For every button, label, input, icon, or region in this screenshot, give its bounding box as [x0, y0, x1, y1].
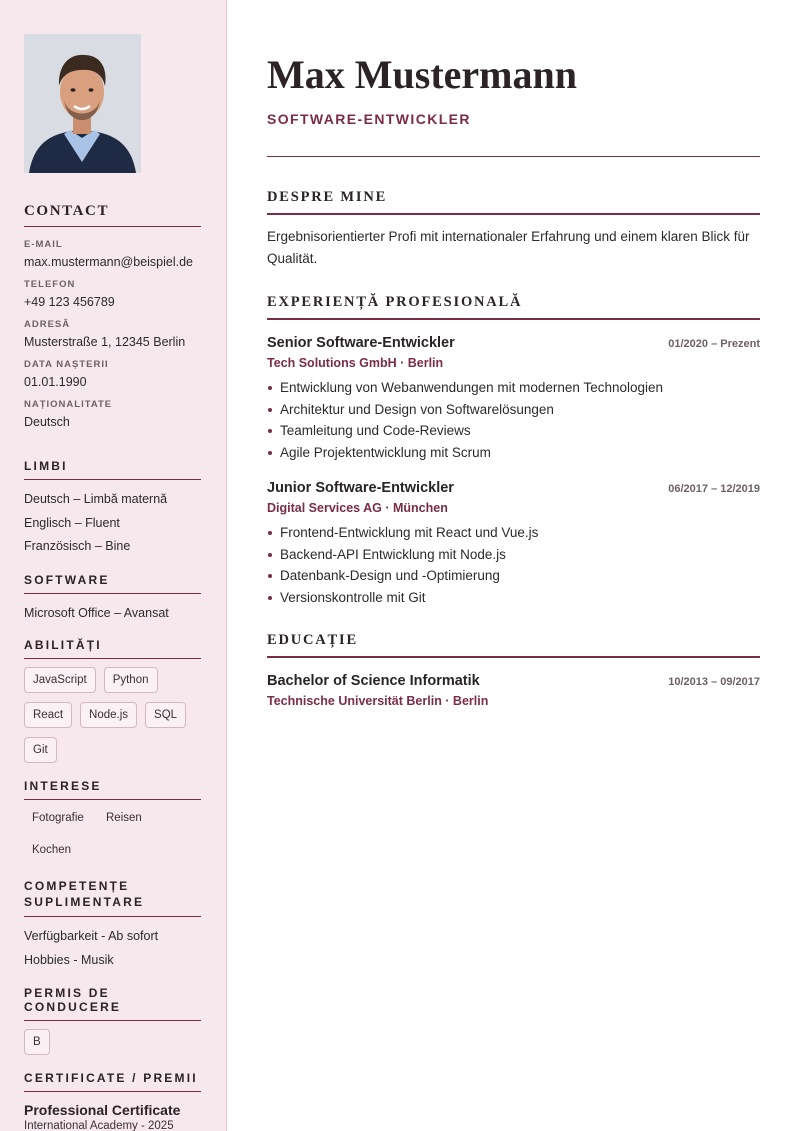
contact-birthdate: [24, 359, 201, 390]
education-header: [267, 673, 760, 689]
extra-skills-list: [24, 925, 201, 972]
person-name: Max Mustermann: [267, 52, 577, 97]
contact-heading: CONTACT: [24, 203, 201, 227]
extra-skills-section: [24, 878, 201, 972]
job-date: 06/2017 – 12/2019: [668, 483, 760, 495]
education-entry: [267, 673, 760, 708]
education-section: [267, 632, 760, 708]
certificates-heading: CERTIFICATE / PREMII: [24, 1071, 201, 1092]
about-section: [267, 189, 760, 269]
contact-section: [24, 203, 201, 430]
language-item: Deutsch – Limbă maternă: [24, 492, 168, 506]
address-value: Musterstraße 1, 12345 Berlin: [24, 335, 186, 349]
contact-label: E-MAIL: [24, 239, 63, 250]
profile-photo-image: [24, 34, 141, 173]
contact-label: ADRESĂ: [24, 319, 71, 330]
interests-tags: [24, 806, 201, 862]
contact-address: [24, 319, 201, 350]
interest-tag: Reisen: [106, 812, 142, 824]
languages-section: [24, 459, 201, 559]
job-entry: [267, 335, 760, 463]
nationality-value: Deutsch: [24, 415, 70, 429]
job-title: SOFTWARE-ENTWICKLER: [267, 111, 471, 127]
license-heading: PERMIS DE CONDUCERE: [24, 986, 201, 1021]
software-list: [24, 602, 201, 626]
job-entry: [267, 480, 760, 608]
experience-heading: EXPERIENȚĂ PROFESIONALĂ: [267, 294, 760, 320]
language-item: Französisch – Bine: [24, 539, 131, 553]
header-divider: [267, 156, 760, 157]
education-heading: EDUCAȚIE: [267, 632, 760, 658]
certificate-subtitle: International Academy - 2025: [24, 1120, 174, 1131]
job-bullet: Architektur und Design von Softwarelösungen: [267, 399, 760, 421]
job-position: Junior Software-Entwickler: [267, 480, 454, 496]
sidebar: [0, 0, 227, 1131]
job-position: Senior Software-Entwickler: [267, 335, 455, 351]
software-heading: SOFTWARE: [24, 573, 201, 594]
contact-email: [24, 239, 201, 270]
interests-heading: INTERESE: [24, 779, 201, 800]
interests-section: [24, 779, 201, 862]
skill-tag: JavaScript: [24, 667, 96, 693]
extra-skill-item: Verfügbarkeit - Ab sofort: [24, 929, 159, 943]
job-company: Digital Services AG · München: [267, 501, 448, 515]
contact-nationality: [24, 399, 201, 430]
software-item: Microsoft Office – Avansat: [24, 605, 169, 620]
software-section: [24, 573, 201, 626]
job-header: [267, 335, 760, 351]
main-content: [267, 0, 760, 708]
job-bullet: Backend-API Entwicklung mit Node.js: [267, 544, 760, 566]
languages-heading: LIMBI: [24, 459, 201, 480]
skill-tag: Python: [104, 667, 158, 693]
license-tags: [24, 1029, 201, 1055]
job-bullets: [267, 377, 760, 463]
phone-value[interactable]: +49 123 456789: [24, 295, 115, 309]
contact-phone: [24, 279, 201, 310]
skill-tag: Node.js: [80, 702, 137, 728]
birthdate-value: 01.01.1990: [24, 375, 87, 389]
degree-title: Bachelor of Science Informatik: [267, 673, 480, 689]
language-item: Englisch – Fluent: [24, 515, 120, 530]
skills-section: [24, 638, 201, 763]
about-heading: DESPRE MINE: [267, 189, 760, 215]
languages-list: [24, 488, 201, 559]
school-name: Technische Universität Berlin · Berlin: [267, 694, 489, 708]
profile-photo: [24, 34, 141, 173]
extra-skills-heading: COMPETENȚE SUPLIMENTARE: [24, 878, 201, 917]
skill-tag: SQL: [145, 702, 186, 728]
education-date: 10/2013 – 09/2017: [668, 676, 760, 688]
extra-skill-item: Hobbies - Musik: [24, 952, 114, 967]
contact-label: DATA NAȘTERII: [24, 359, 109, 370]
license-tag: B: [24, 1029, 50, 1055]
job-bullet: Frontend-Entwicklung mit React und Vue.js: [267, 522, 760, 544]
about-text: Ergebnisorientierter Profi mit internationaler Erfahrung und einem klaren Blick für Qualität.: [267, 229, 750, 266]
job-bullet: Entwicklung von Webanwendungen mit modernen Technologien: [267, 377, 760, 399]
contact-label: NAȚIONALITATE: [24, 399, 113, 410]
job-bullet: Teamleitung und Code-Reviews: [267, 420, 760, 442]
skill-tag: React: [24, 702, 72, 728]
license-section: [24, 986, 201, 1055]
job-bullet: Datenbank-Design und -Optimierung: [267, 565, 760, 587]
job-bullets: [267, 522, 760, 608]
email-value[interactable]: max.mustermann@beispiel.de: [24, 255, 194, 269]
certificates-section: [24, 1071, 201, 1131]
skill-tag: Git: [24, 737, 57, 763]
skills-heading: ABILITĂȚI: [24, 638, 201, 659]
job-header: [267, 480, 760, 496]
skills-tags: [24, 667, 201, 763]
interest-tag: Fotografie: [32, 812, 84, 824]
job-bullet: Versionskontrolle mit Git: [267, 587, 760, 609]
job-date: 01/2020 – Prezent: [668, 338, 760, 350]
certificate-title: Professional Certificate: [24, 1102, 181, 1118]
experience-section: [267, 294, 760, 608]
contact-label: TELEFON: [24, 279, 76, 290]
job-company: Tech Solutions GmbH · Berlin: [267, 356, 444, 370]
job-bullet: Agile Projektentwicklung mit Scrum: [267, 442, 760, 464]
interest-tag: Kochen: [32, 844, 72, 856]
